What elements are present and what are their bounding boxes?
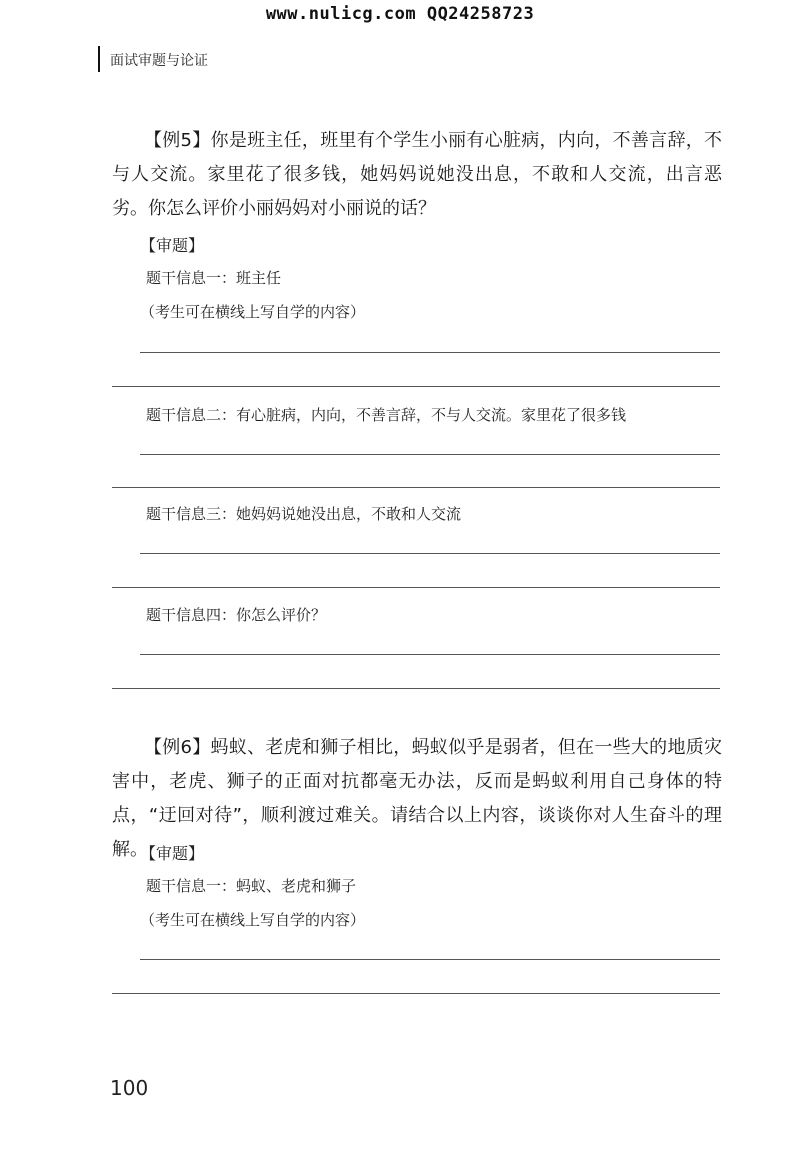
example5-info4: 题干信息四：你怎么评价？ (146, 606, 327, 624)
page-number: 100 (110, 1076, 149, 1100)
answer-line (112, 487, 720, 488)
running-header-title: 面试审题与论证 (110, 53, 208, 69)
answer-line (140, 553, 720, 554)
example5-info3: 题干信息三：她妈妈说她没出息，不敢和人交流 (146, 505, 462, 523)
example6-section-label: 【审题】 (140, 844, 205, 863)
example5-section-label: 【审题】 (140, 236, 205, 255)
example5-question: 【例5】你是班主任，班里有个学生小丽有心脏病，内向，不善言辞，不与人交流。家里花了很多钱，她妈妈说她没出息，不敢和人交流，出言恶劣。你怎么评价小丽妈妈对小丽说的话？ (112, 130, 722, 219)
example6-question: 【例6】蚂蚁、老虎和狮子相比，蚂蚁似乎是弱者，但在一些大的地质灾害中，老虎、狮子的正面对抗都毫无办法，反而是蚂蚁利用自己身体的特点，“迂回对待”，顺利渡过难关。请结合以上内容，谈谈你对人生奋斗的理解。 (112, 737, 722, 860)
example5-block (112, 124, 722, 226)
header-divider (98, 46, 100, 72)
answer-line (112, 688, 720, 689)
answer-line (112, 587, 720, 588)
answer-line (112, 993, 720, 994)
example5-info2: 题干信息二：有心脏病，内向，不善言辞，不与人交流。家里花了很多钱 (146, 406, 627, 424)
example5-hint: （考生可在横线上写自学的内容） (140, 303, 366, 321)
answer-line (140, 654, 720, 655)
example5-info1: 题干信息一：班主任 (146, 269, 282, 287)
answer-line (140, 959, 720, 960)
answer-line (140, 454, 720, 455)
answer-line (112, 386, 720, 387)
answer-line (140, 352, 720, 353)
example6-hint: （考生可在横线上写自学的内容） (140, 911, 366, 929)
watermark-text: www.nulicg.com QQ24258723 (265, 4, 535, 24)
example6-info1: 题干信息一：蚂蚁、老虎和狮子 (146, 877, 357, 895)
